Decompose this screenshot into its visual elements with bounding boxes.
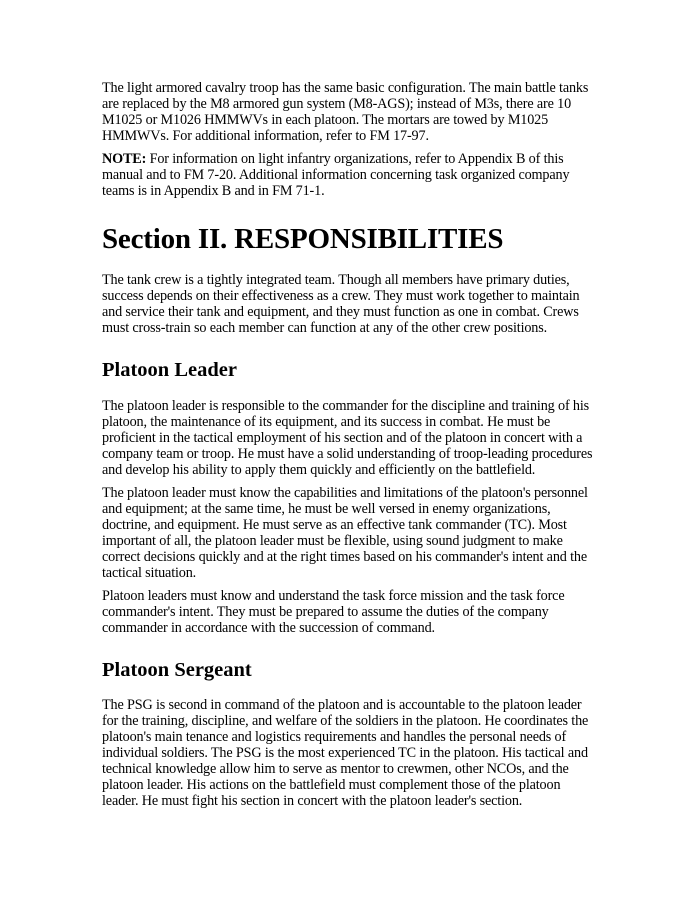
note-text: For information on light infantry organizations, refer to Appendix B of this manual and to FM 7-20. Additional information concerning task organized company teams is in Appendix B and in FM 71-1. <box>102 151 570 199</box>
paragraph-platoon-leader-3: Platoon leaders must know and understand the task force mission and the task force commander's intent. They must be prepared to assume the duties of the company commander in accordance with the succession of command. <box>102 588 565 636</box>
paragraph-platoon-sergeant-1: The PSG is second in command of the platoon and is accountable to the platoon leader for the training, discipline, and welfare of the soldiers in the platoon. He coordinates the platoon's main tenance and logistics requirements and handles the personal needs of individual soldiers. The PSG is the most experienced TC in the platoon. His tactical and technical knowledge allow him to serve as mentor to crewmen, other NCOs, and the platoon leader. His actions on the battlefield must complement those of the platoon leader. He must fight his section in concert with the platoon leader's section. <box>102 697 589 809</box>
paragraph-platoon-leader-2: The platoon leader must know the capabilities and limitations of the platoon's personnel and equipment; at the same time, he must be well versed in enemy organizations, doctrine, and equipment. He must serve as an effective tank commander (TC). Most important of all, the platoon leader must be flexible, using sound judgment to make correct decisions quickly and at the right times based on his commander's intent and the tactical situation. <box>102 485 588 581</box>
paragraph-section-intro: The tank crew is a tightly integrated team. Though all members have primary duties, success depends on their effectiveness as a crew. They must work together to maintain and service their tank and equipment, and they must function as one in combat. Crews must cross-train so each member can function at any of the other crew positions. <box>102 272 580 336</box>
section-title: Section II. RESPONSIBILITIES <box>102 223 504 255</box>
heading-platoon-sergeant: Platoon Sergeant <box>102 659 252 681</box>
heading-platoon-leader: Platoon Leader <box>102 359 237 381</box>
document-page <box>102 80 594 809</box>
note-label: NOTE: <box>102 151 147 167</box>
paragraph-cavalry-troop: The light armored cavalry troop has the same basic configuration. The main battle tanks are replaced by the M8 armored gun system (M8-AGS); instead of M3s, there are 10 M1025 or M1026 HMMWVs in each platoon. The mortars are towed by M1025 HMMWVs. For additional information, refer to FM 17-97. <box>102 80 589 144</box>
note-paragraph <box>102 151 594 199</box>
paragraph-platoon-leader-1: The platoon leader is responsible to the commander for the discipline and training of his platoon, the maintenance of its equipment, and its success in combat. He must be proficient in the tactical employment of his section and of the platoon in concert with a company team or troop. He must have a solid understanding of troop-leading procedures and develop his ability to apply them quickly and efficiently on the battlefield. <box>102 398 593 478</box>
